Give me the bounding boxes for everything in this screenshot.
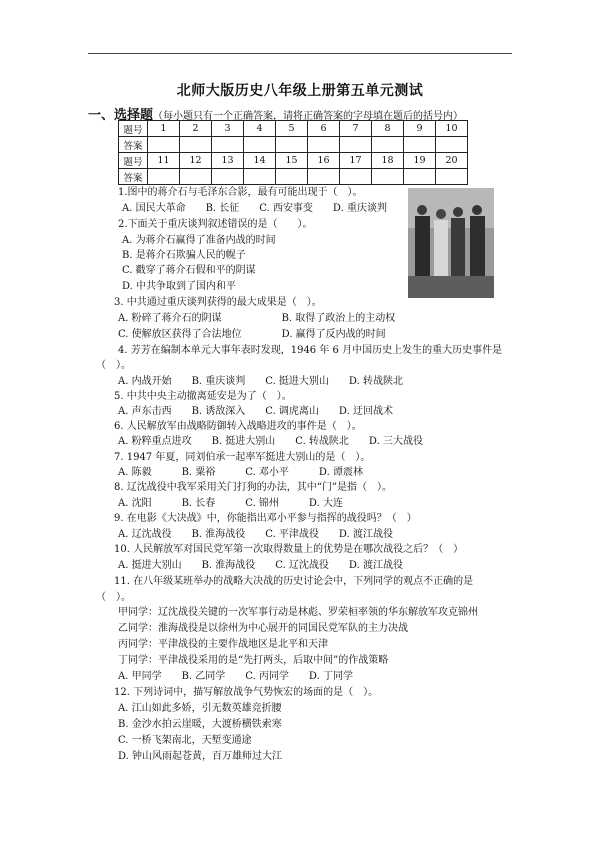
answer-cell[interactable] xyxy=(372,137,404,153)
table-cell: 17 xyxy=(340,153,372,169)
question-4-options: A. 内战开始 B. 重庆谈判 C. 挺进大别山 D. 转战陕北 xyxy=(118,376,403,387)
question-2-option-b: B. 是蒋介石欺骗人民的幌子 xyxy=(122,250,246,261)
question-3-options-cd: C. 使解放区获得了合法地位 D. 赢得了反内战的时间 xyxy=(118,329,386,340)
question-12-option-b: B. 金沙水拍云崖暖，大渡桥横铁索寒 xyxy=(118,719,282,730)
top-rule xyxy=(88,53,512,54)
question-12-option-d: D. 钟山风雨起苍黄，百万雄师过大江 xyxy=(118,751,283,762)
answer-cell[interactable] xyxy=(372,169,404,185)
question-11-statement-2: 乙同学：淮海战役是以徐州为中心展开的同国民党军队的主力决战 xyxy=(118,623,408,634)
question-6-stem: 6. 人民解放军由战略防御转入战略进攻的事件是（ ）。 xyxy=(114,421,362,432)
answer-cell[interactable] xyxy=(244,169,276,185)
table-header-cell: 题号 xyxy=(119,153,148,169)
question-2-option-c: C. 戳穿了蒋介石假和平的阴谋 xyxy=(122,265,256,276)
table-cell: 4 xyxy=(244,121,276,137)
question-2-stem: 2.下面关于重庆谈判叙述错误的是（ ）。 xyxy=(118,219,313,230)
table-header-cell: 答案 xyxy=(119,137,148,153)
question-1-stem: 1.图中的蒋介石与毛泽东合影，最有可能出现于（ ）。 xyxy=(118,187,363,198)
answer-cell[interactable] xyxy=(404,137,436,153)
answer-table xyxy=(118,120,468,185)
question-12-option-c: C. 一桥飞架南北，天堑变通途 xyxy=(118,735,252,746)
answer-cell[interactable] xyxy=(148,169,180,185)
question-12-option-a: A. 江山如此多娇，引无数英雄竞折腰 xyxy=(118,703,282,714)
question-5-stem: 5. 中共中央主动撤离延安是为了（ ）。 xyxy=(114,391,292,402)
table-cell: 6 xyxy=(308,121,340,137)
question-9-options: A. 辽沈战役 B. 淮海战役 C. 平津战役 D. 渡江战役 xyxy=(118,529,393,540)
table-cell: 16 xyxy=(308,153,340,169)
table-cell: 7 xyxy=(340,121,372,137)
table-cell: 20 xyxy=(436,153,468,169)
question-7-options: A. 陈毅 B. 粟裕 C. 邓小平 D. 谭震林 xyxy=(118,467,363,478)
photo-figures xyxy=(408,188,494,298)
answer-cell[interactable] xyxy=(276,169,308,185)
page-title: 北师大版历史八年级上册第五单元测试 xyxy=(176,83,424,99)
question-11-blank: （ ）。 xyxy=(96,592,131,603)
question-6-options: A. 粉粹重点进攻 B. 挺进大别山 C. 转战陕北 D. 三大战役 xyxy=(118,436,423,447)
question-10-stem: 10. 人民解放军对国民党军第一次取得数量上的优势是在哪次战役之后？（ ） xyxy=(114,544,464,555)
table-cell: 11 xyxy=(148,153,180,169)
question-3-options-ab: A. 粉碎了蒋介石的阴谋 B. 取得了政治上的主动权 xyxy=(118,313,396,324)
question-8-options: A. 沈阳 B. 长春 C. 锦州 D. 大连 xyxy=(118,498,343,509)
table-header-cell: 题号 xyxy=(119,121,148,137)
table-cell: 5 xyxy=(276,121,308,137)
section-number: 一、 xyxy=(88,108,115,123)
table-cell: 1 xyxy=(148,121,180,137)
answer-cell[interactable] xyxy=(308,137,340,153)
table-cell: 14 xyxy=(244,153,276,169)
table-cell: 12 xyxy=(180,153,212,169)
answer-cell[interactable] xyxy=(340,137,372,153)
answer-cell[interactable] xyxy=(276,137,308,153)
section-instruction: （每小题只有一个正确答案，请将正确答案的字母填在题后的括号内） xyxy=(153,111,464,122)
historical-photo xyxy=(408,188,494,298)
question-4-blank: （ ）。 xyxy=(96,360,131,371)
table-row xyxy=(119,153,468,169)
question-2-option-a: A. 为蒋介石赢得了准备内战的时间 xyxy=(122,235,276,246)
table-row xyxy=(119,137,468,153)
question-10-options: A. 挺进大别山 B. 淮海战役 C. 辽沈战役 D. 渡江战役 xyxy=(118,560,403,571)
table-cell: 2 xyxy=(180,121,212,137)
answer-cell[interactable] xyxy=(180,137,212,153)
table-cell: 13 xyxy=(212,153,244,169)
table-row xyxy=(119,121,468,137)
answer-cell[interactable] xyxy=(308,169,340,185)
question-11-statement-1: 甲同学：辽沈战役关键的一次军事行动是林彪、罗荣桓率领的华东解放军攻克锦州 xyxy=(118,607,478,618)
table-cell: 10 xyxy=(436,121,468,137)
table-cell: 19 xyxy=(404,153,436,169)
question-1-options: A. 国民大革命 B. 长征 C. 西安事变 D. 重庆谈判 xyxy=(122,203,387,214)
question-4-stem: 4. 芳芳在编制本单元大事年表时发现，1946 年 6 月中国历史上发生的重大历史事件是 xyxy=(118,345,503,356)
answer-cell[interactable] xyxy=(180,169,212,185)
answer-cell[interactable] xyxy=(212,169,244,185)
question-11-statement-3: 丙同学：平津战役的主要作战地区是北平和天津 xyxy=(118,639,328,650)
question-12-stem: 12. 下列诗词中，描写解放战争气势恢宏的场面的是（ ）。 xyxy=(114,687,379,698)
question-9-stem: 9. 在电影《大决战》中，你能指出邓小平参与指挥的战役吗？（ ） xyxy=(114,513,417,524)
section-label: 选择题 xyxy=(114,108,154,123)
answer-cell[interactable] xyxy=(244,137,276,153)
answer-cell[interactable] xyxy=(404,169,436,185)
question-7-stem: 7. 1947 年夏，同刘伯承一起率军挺进大别山的是（ ）。 xyxy=(114,452,371,463)
table-cell: 3 xyxy=(212,121,244,137)
answer-cell[interactable] xyxy=(212,137,244,153)
answer-cell[interactable] xyxy=(148,137,180,153)
table-header-cell: 答案 xyxy=(119,169,148,185)
question-11-options: A. 甲同学 B. 乙同学 C. 丙同学 D. 丁同学 xyxy=(118,671,353,682)
question-11-stem: 11. 在八年级某班举办的战略大决战的历史讨论会中，下列同学的观点不正确的是 xyxy=(114,576,474,587)
question-8-stem: 8. 辽沈战役中我军采用关门打狗的办法，其中“门”是指（ ）。 xyxy=(114,482,392,493)
answer-cell[interactable] xyxy=(436,137,468,153)
question-11-statement-4: 丁同学：平津战役采用的是“先打两头，后取中间”的作战策略 xyxy=(118,655,389,666)
table-row xyxy=(119,169,468,185)
table-cell: 18 xyxy=(372,153,404,169)
table-cell: 15 xyxy=(276,153,308,169)
question-5-options: A. 声东击西 B. 诱敌深入 C. 调虎离山 D. 迂回战术 xyxy=(118,406,393,417)
question-2-option-d: D. 中共争取到了国内和平 xyxy=(122,281,237,292)
table-cell: 8 xyxy=(372,121,404,137)
answer-cell[interactable] xyxy=(340,169,372,185)
question-3-stem: 3. 中共通过重庆谈判获得的最大成果是（ ）。 xyxy=(114,297,322,308)
table-cell: 9 xyxy=(404,121,436,137)
answer-cell[interactable] xyxy=(436,169,468,185)
